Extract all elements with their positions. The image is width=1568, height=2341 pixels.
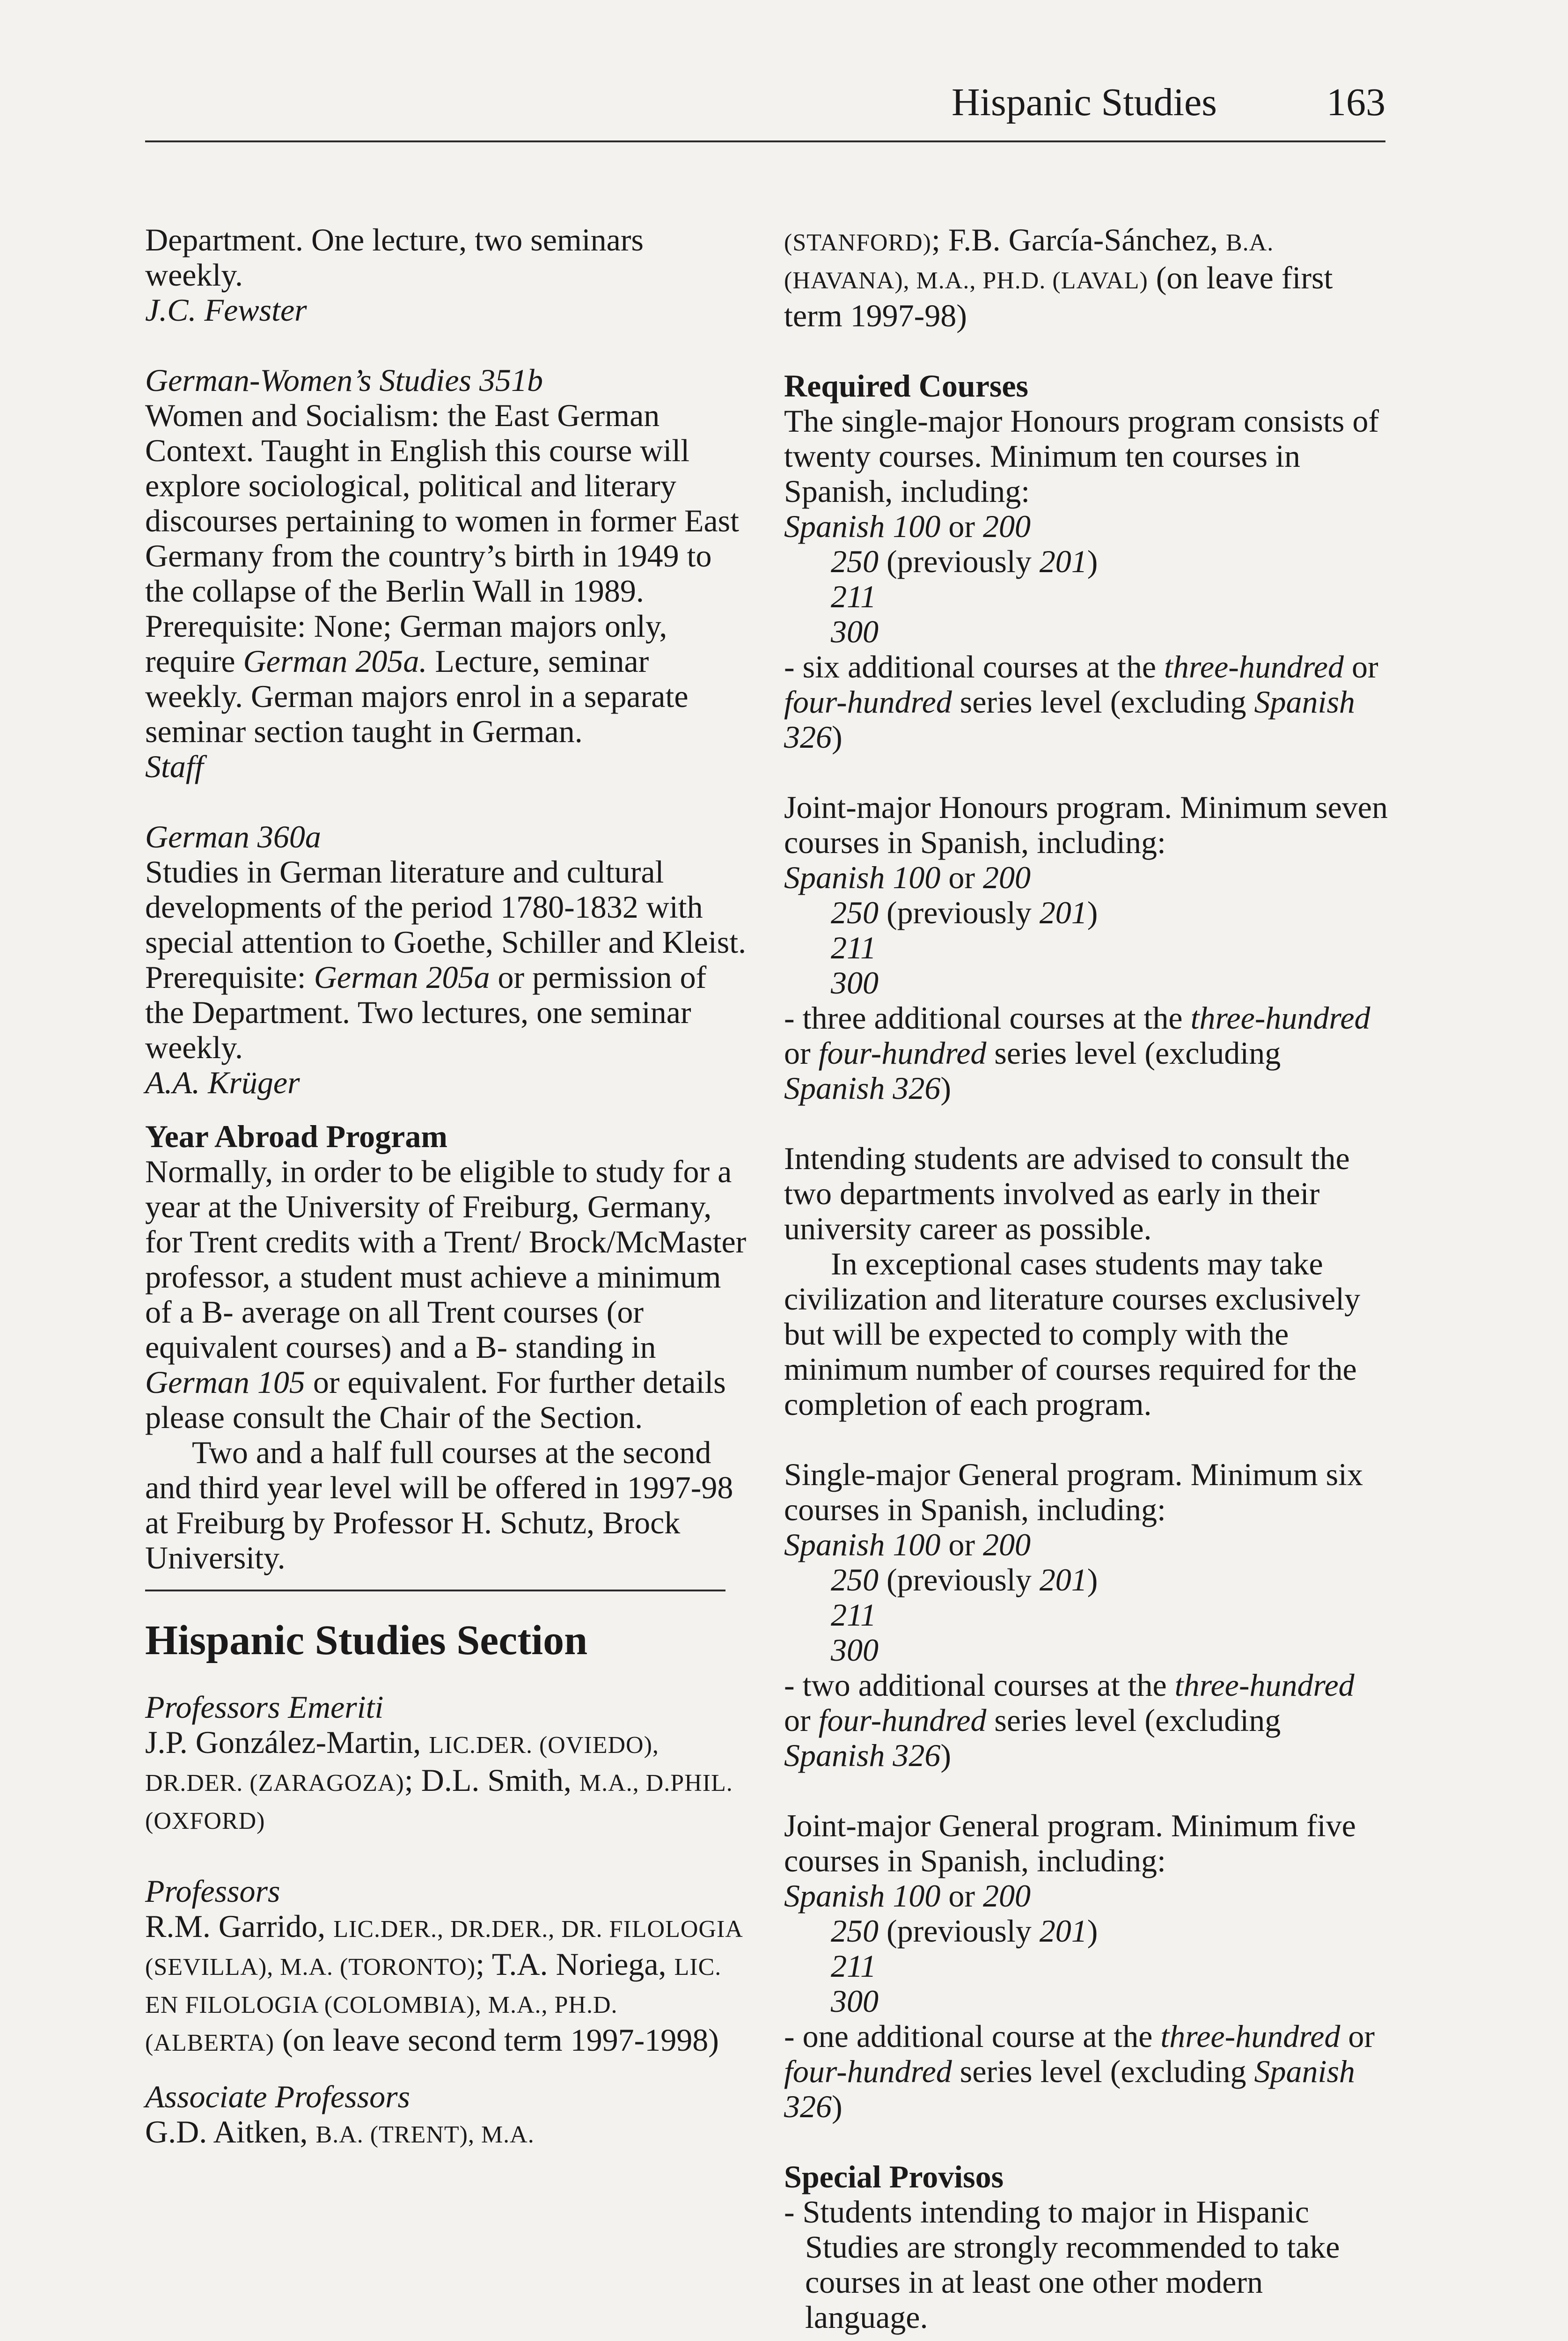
course-requirement: Spanish 100 or 200 [784,1878,1031,1914]
course-description: Studies in German literature and cultural developments of the period 1780-1832 with special attention to Goethe, Schiller and Kleist. Prerequisite: German 205a or permission of the Department. Two lectures, one seminar weekly. [145,854,747,1065]
course-requirement: 250 (previously 201) [831,1913,1098,1949]
course-requirement: 250 (previously 201) [831,895,1098,930]
course-description: Women and Socialism: the East German Context. Taught in English this course will explore sociological, political and literary discourses pertaining to women in former East Germany from the country’s birth in 1949 to the collapse of the Berlin Wall in 1989. Prerequisite: None; German majors only, require German 205a. Lecture, seminar weekly. German majors enrol in a separate seminar section taught in German. [145,398,740,749]
course-requirement: 211 [831,1597,876,1633]
program-intro: Joint-major General program. Minimum five courses in Spanish, including: [784,1808,1356,1878]
course-description: Department. One lecture, two seminars weekly. [145,222,644,293]
faculty-rank-label: Professors Emeriti [145,1689,384,1725]
section-heading: Hispanic Studies Section [145,1617,588,1664]
page-header [145,80,1385,142]
course-requirement: 300 [831,1983,879,2019]
faculty-list: R.M. Garrido, LIC.DER., DR.DER., DR. FILOLOGIA (SEVILLA), M.A. (TORONTO); T.A. Noriega, LIC. EN FILOLOGIA (COLOMBIA), M.A., PH.D. (ALBERTA) (on leave second term 1997-1998) [145,1908,742,2058]
special-provisos-heading: Special Provisos [784,2159,1004,2194]
course-requirement: 250 (previously 201) [831,544,1098,579]
instructor-name: Staff [145,749,204,784]
faculty-list: (STANFORD); F.B. García-Sánchez, B.A. (HAVANA), M.A., PH.D. (LAVAL) (on leave first term 1997-98) [784,222,1333,333]
faculty-list: J.P. González-Martin, LIC.DER. (OVIEDO), DR.DER. (ZARAGOZA); D.L. Smith, M.A., D.PHIL. (OXFORD) [145,1724,733,1834]
course-requirement: 300 [831,614,879,649]
course-requirement-extra: - three additional courses at the three-hundred or four-hundred series level (excluding Spanish 326) [784,1000,1370,1106]
course-title: German-Women’s Studies 351b [145,362,543,398]
proviso-item: - Students intending to major in Hispanic Studies are strongly recommended to take courses in at least one other modern language. [784,2194,1340,2335]
course-requirement: Spanish 100 or 200 [784,860,1031,895]
course-requirement-extra: - one additional course at the three-hundred or four-hundred series level (excluding Spanish 326) [784,2018,1375,2124]
instructor-name: J.C. Fewster [145,292,307,328]
course-title: German 360a [145,819,321,854]
section-divider [145,1590,725,1591]
course-requirement-extra: - two additional courses at the three-hundred or four-hundred series level (excluding Spanish 326) [784,1667,1355,1773]
program-intro: The single-major Honours program consists of twenty courses. Minimum ten courses in Spanish, including: [784,403,1379,509]
advisory-paragraph: Intending students are advised to consult the two departments involved as early in their university career as possible. [784,1141,1350,1246]
required-courses-heading: Required Courses [784,368,1028,404]
course-requirement: 300 [831,965,879,1001]
year-abroad-paragraph: Normally, in order to be eligible to study for a year at the University of Freiburg, Germany, for Trent credits with a Trent/ Brock/McMaster professor, a student must achieve a minimum of a B- average on all Trent courses (or equivalent courses) and a B- standing in German 105 or equivalent. For further details please consult the Chair of the Section. [145,1154,747,1435]
year-abroad-heading: Year Abroad Program [145,1119,447,1154]
course-requirement: Spanish 100 or 200 [784,1527,1031,1562]
program-intro: Single-major General program. Minimum six courses in Spanish, including: [784,1457,1363,1527]
course-requirement: 211 [831,1948,876,1984]
page-number: 163 [1326,81,1385,124]
instructor-name: A.A. Krüger [145,1065,300,1100]
faculty-rank-label: Professors [145,1873,280,1909]
running-head-section: Hispanic Studies [952,81,1217,124]
course-requirement-extra: - six additional courses at the three-hundred or four-hundred series level (excluding Spanish 326) [784,649,1378,755]
left-column [145,222,749,2152]
faculty-list: G.D. Aitken, B.A. (TRENT), M.A. [145,2114,535,2150]
advisory-paragraph: In exceptional cases students may take civilization and literature courses exclusively but will be expected to comply with the minimum number of courses required for the completion of each program. [784,1246,1361,1422]
course-requirement: Spanish 100 or 200 [784,508,1031,544]
right-column [784,222,1388,2335]
program-intro: Joint-major Honours program. Minimum seven courses in Spanish, including: [784,789,1388,860]
year-abroad-paragraph: Two and a half full courses at the second and third year level will be offered in 1997-98 at Freiburg by Professor H. Schutz, Brock University. [145,1435,733,1575]
course-requirement: 250 (previously 201) [831,1562,1098,1597]
course-requirement: 211 [831,579,876,614]
faculty-rank-label: Associate Professors [145,2079,410,2114]
course-requirement: 211 [831,930,876,965]
course-requirement: 300 [831,1632,879,1668]
